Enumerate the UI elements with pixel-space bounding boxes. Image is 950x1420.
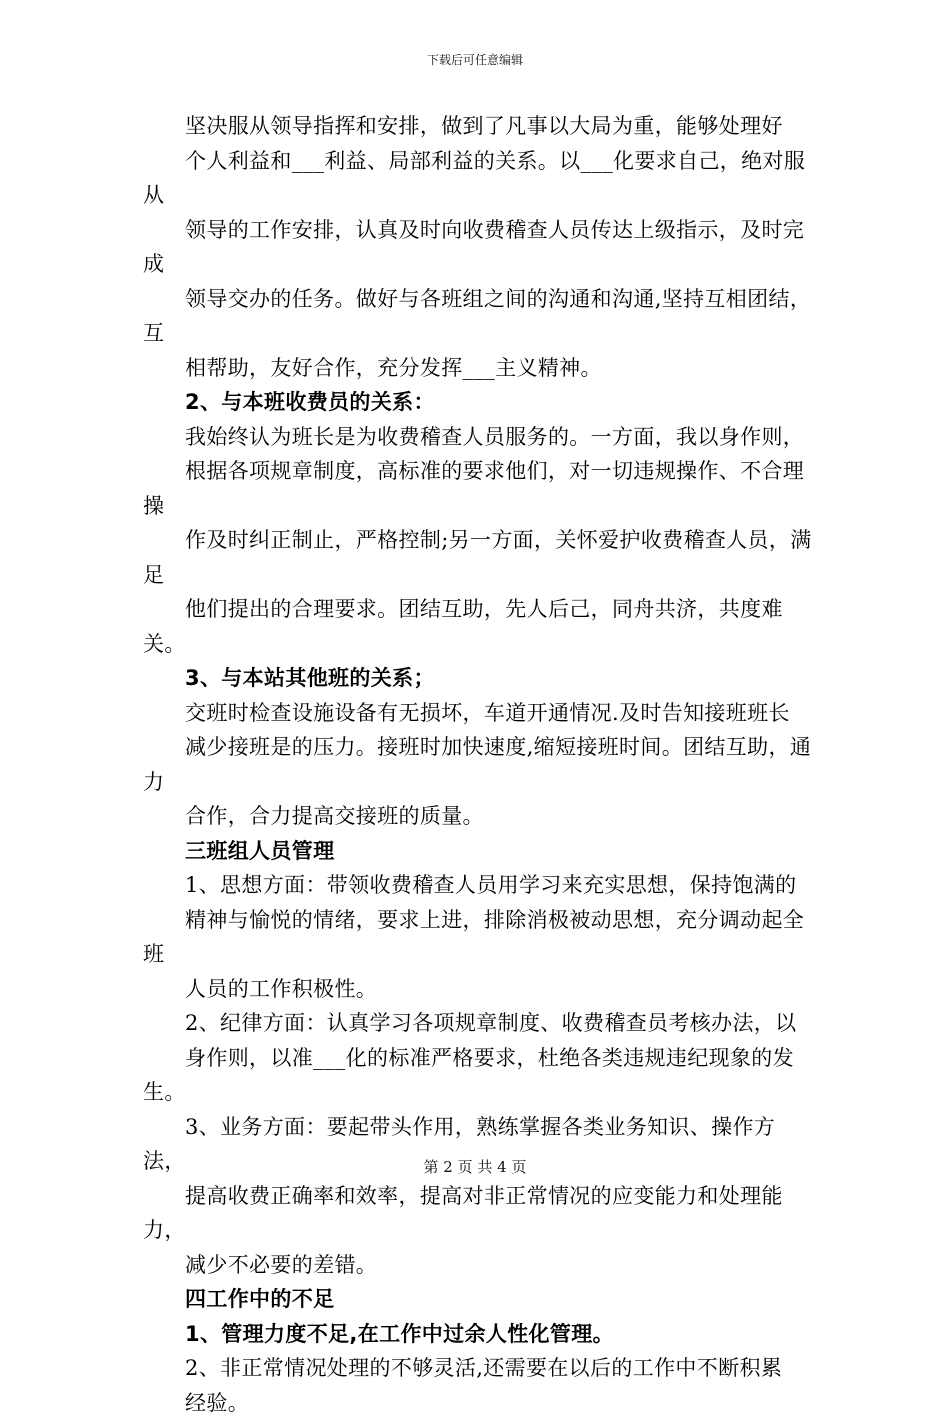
paragraph-business-line-1: 3、业务方面：要起带头作用，熟练掌握各类业务知识、操作方法， — [143, 1110, 817, 1179]
section-heading-3 — [143, 661, 817, 696]
paragraph-1-line-3: 领导的工作安排，认真及时向收费稽查人员传达上级指示，及时完成 — [143, 213, 817, 282]
paragraph-2-line-3: 作及时纠正制止，严格控制;另一方面，关怀爱护收费稽查人员，满足 — [143, 523, 817, 592]
paragraph-2 — [143, 420, 817, 662]
paragraph-discipline-line-2: 身作则，以准___化的标准严格要求，杜绝各类违规违纪现象的发生。 — [143, 1041, 817, 1110]
page-footer: 第 2 页 共 4 页 — [0, 1157, 950, 1177]
paragraph-1-line-5: 相帮助，友好合作，充分发挥___主义精神。 — [143, 351, 817, 386]
paragraph-1-line-2: 个人利益和___利益、局部利益的关系。以___化要求自己，绝对服从 — [143, 144, 817, 213]
paragraph-3-line-2: 减少接班是的压力。接班时加快速度,缩短接班时间。团结互助，通力 — [143, 730, 817, 799]
paragraph-1-line-4: 领导交办的任务。做好与各班组之间的沟通和沟通,坚持互相团结，互 — [143, 282, 817, 351]
document-body — [143, 109, 817, 1420]
shortcoming-item-2-line-2: 经验。 — [143, 1386, 817, 1420]
page-header: 下载后可任意编辑 — [0, 52, 950, 68]
section-heading-3-text: 3、与本站其他班的关系； — [143, 661, 817, 696]
section-heading-shortcomings-text: 四工作中的不足 — [143, 1282, 817, 1317]
paragraph-2-line-4: 他们提出的合理要求。团结互助，先人后己，同舟共济，共度难关。 — [143, 592, 817, 661]
section-heading-team-management-text: 三班组人员管理 — [143, 834, 817, 869]
paragraph-1 — [143, 109, 817, 385]
paragraph-thinking-line-3: 人员的工作积极性。 — [143, 972, 817, 1007]
section-heading-shortcomings — [143, 1282, 817, 1317]
paragraph-1-line-1: 坚决服从领导指挥和安排，做到了凡事以大局为重，能够处理好 — [143, 109, 817, 144]
paragraph-3 — [143, 696, 817, 834]
section-heading-2 — [143, 385, 817, 420]
paragraph-3-line-3: 合作，合力提高交接班的质量。 — [143, 799, 817, 834]
paragraph-2-line-2: 根据各项规章制度，高标准的要求他们，对一切违规操作、不合理操 — [143, 454, 817, 523]
paragraph-business-line-2: 提高收费正确率和效率，提高对非正常情况的应变能力和处理能力， — [143, 1179, 817, 1248]
paragraph-thinking-line-2: 精神与愉悦的情绪，要求上进，排除消极被动思想，充分调动起全班 — [143, 903, 817, 972]
shortcoming-item-1 — [143, 1317, 817, 1352]
paragraph-business-line-3: 减少不必要的差错。 — [143, 1248, 817, 1283]
paragraph-discipline-line-1: 2、纪律方面：认真学习各项规章制度、收费稽查员考核办法，以 — [143, 1006, 817, 1041]
shortcoming-item-2 — [143, 1351, 817, 1420]
paragraph-business — [143, 1110, 817, 1283]
shortcoming-item-2-line-1: 2、非正常情况处理的不够灵活,还需要在以后的工作中不断积累 — [143, 1351, 817, 1386]
paragraph-2-line-1: 我始终认为班长是为收费稽查人员服务的。一方面，我以身作则， — [143, 420, 817, 455]
paragraph-discipline — [143, 1006, 817, 1110]
section-heading-2-text: 2、与本班收费员的关系： — [143, 385, 817, 420]
shortcoming-item-1-text: 1、管理力度不足,在工作中过余人性化管理。 — [143, 1317, 817, 1352]
paragraph-thinking-line-1: 1、思想方面：带领收费稽查人员用学习来充实思想，保持饱满的 — [143, 868, 817, 903]
section-heading-team-management — [143, 834, 817, 869]
paragraph-thinking — [143, 868, 817, 1006]
paragraph-3-line-1: 交班时检查设施设备有无损坏，车道开通情况.及时告知接班班长 — [143, 696, 817, 731]
